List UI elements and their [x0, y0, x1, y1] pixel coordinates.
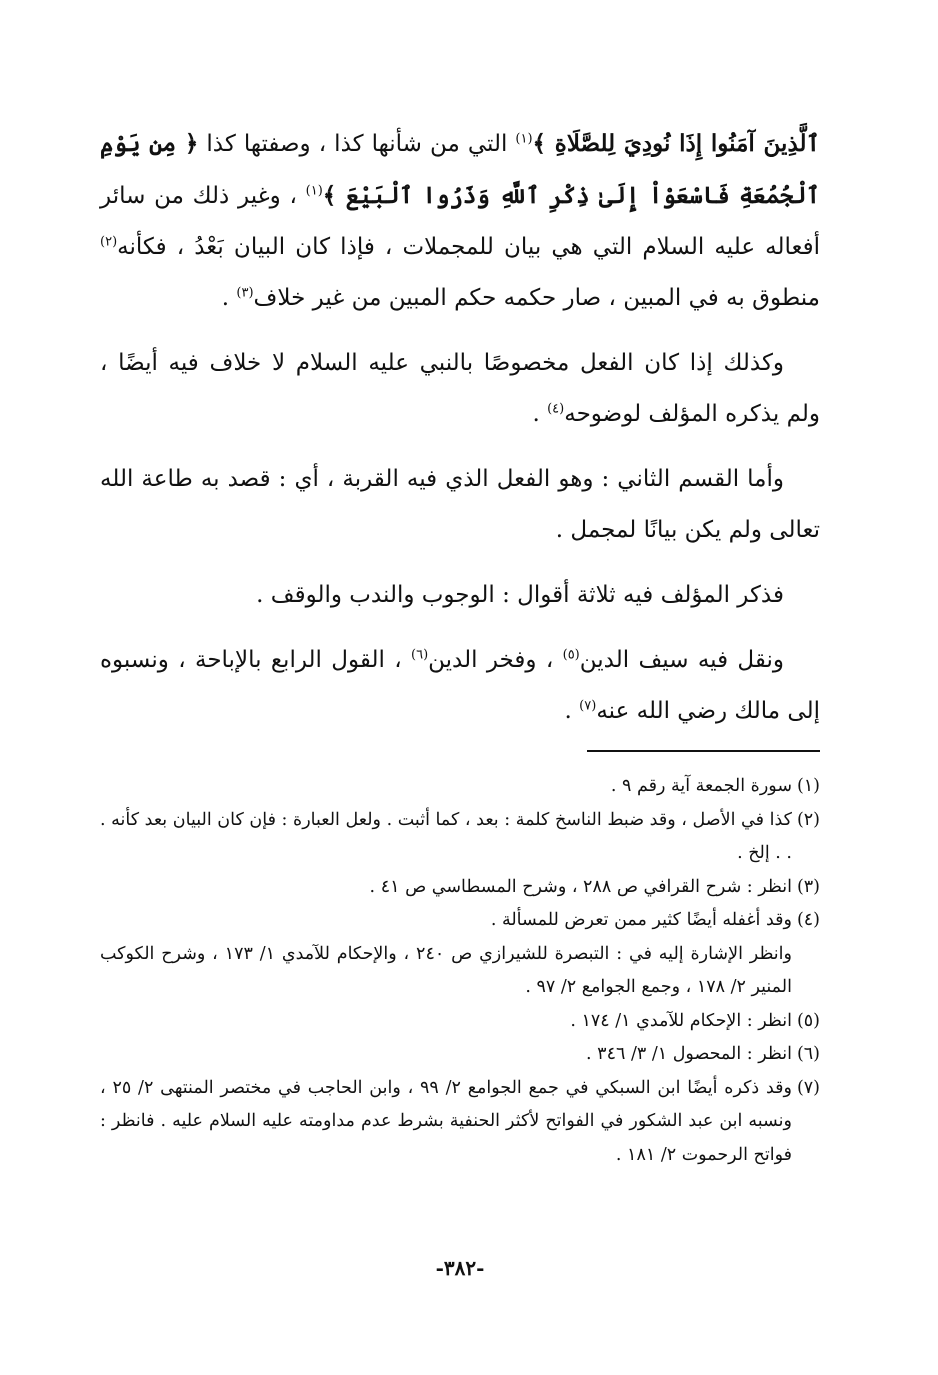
- footnote-text: انظر : الإحكام للآمدي ١/ ١٧٤ .: [570, 1010, 792, 1031]
- footnote: [100, 804, 820, 871]
- footnote: [100, 1005, 820, 1039]
- paragraph-3: وأما القسم الثاني : وهو الفعل الذي فيه القربة ، أي : قصد به طاعة الله تعالى ولم يكن بيانًا لمجمل .: [100, 466, 820, 543]
- footnote-ref: (١): [515, 131, 533, 147]
- footnote-number: (٥): [796, 1010, 820, 1031]
- paragraph-text: منطوق به في المبين ، صار حكمه حكم المبين من غير خلاف: [253, 285, 820, 311]
- footnote-ref: (٧): [579, 698, 597, 714]
- footnote: [100, 1072, 820, 1173]
- footnote: [100, 904, 820, 938]
- footnote-ref: (٤): [547, 401, 565, 417]
- paragraph-text: ونقل فيه سيف الدين: [579, 647, 784, 673]
- paragraph-1: [100, 118, 820, 324]
- main-text: [100, 118, 820, 737]
- paragraph-5: [100, 635, 820, 737]
- footnote-ref: (٣): [236, 285, 254, 301]
- footnote: [100, 871, 820, 905]
- footnote-separator: [587, 750, 820, 752]
- footnote-ref: (٥): [562, 647, 580, 663]
- footnote-number: (١): [796, 776, 820, 796]
- paragraph-text: ، وفخر الدين: [428, 647, 563, 673]
- book-page: [100, 118, 820, 1298]
- paragraph-4: فذكر المؤلف فيه ثلاثة أقوال : الوجوب والندب والوقف .: [256, 582, 784, 608]
- footnote: [100, 770, 820, 804]
- quran-verse: ٱلَّذِينَ آمَنُوا إِذَا نُودِيَ لِلصَّلَاةِ ﴾: [532, 130, 821, 157]
- paragraph-text: .: [221, 285, 237, 311]
- footnote-text: وقد ذكره أيضًا ابن السبكي في جمع الجوامع ٢/ ٩٩ ، وابن الحاجب في مختصر المنتهى ٢/ ٢٥ ، ونسبه ابن عبد الشكور في الفواتح لأكثر الحنفية بشرط عدم مداومته عليه السلام عليه . فانظر : فواتح الرحموت ٢/ ١٨١ .: [100, 1077, 792, 1165]
- paragraph-text: .: [532, 401, 548, 427]
- footnote-number: (٢): [796, 809, 820, 830]
- footnotes: [100, 770, 820, 1172]
- footnote-number: (٣): [796, 876, 820, 897]
- page-number: -٣٨٢-: [435, 1256, 485, 1280]
- footnote-ref: (٢): [100, 234, 118, 250]
- quran-verse: ﴿ مِن يَوْمِ ٱلْجُمُعَةِ فَاسْعَوْاْ إِلَىٰ ذِكْرِ ٱللَّهِ وَذَرُوا ٱلْبَيْعَ ﴾: [100, 130, 820, 209]
- footnote-number: (٧): [796, 1077, 820, 1098]
- paragraph-text: ، القول الرابع بالإباحة ، ونسبوه إلى مالك رضي الله عنه: [100, 647, 820, 724]
- footnote-text: سورة الجمعة آية رقم ٩ .: [610, 776, 792, 796]
- footnote-ref: (٦): [411, 647, 429, 663]
- paragraph-text: وكذلك إذا كان الفعل مخصوصًا بالنبي عليه السلام لا خلاف فيه أيضًا ، ولم يذكره المؤلف لوضوحه: [100, 350, 820, 427]
- footnote-number: (٤): [796, 910, 820, 930]
- paragraph-text: .: [564, 698, 580, 724]
- footnote-text: انظر : المحصول ١/ ٣/ ٣٤٦ .: [586, 1044, 792, 1064]
- footnote-text: وقد أغفله أيضًا كثير ممن تعرض للمسألة .: [490, 910, 792, 930]
- footnote-continuation: وانظر الإشارة إليه في : التبصرة للشيرازي ص ٢٤٠ ، والإحكام للآمدي ١/ ١٧٣ ، وشرح الكوكب المنير ٢/ ١٧٨ ، وجمع الجوامع ٢/ ٩٧ .: [100, 943, 792, 997]
- paragraph-text: التي من شأنها كذا ، وصفتها كذا: [198, 131, 516, 157]
- footnote-number: (٦): [796, 1044, 820, 1064]
- paragraph-text: ، وغير ذلك من سائر أفعاله عليه السلام التي هي بيان للمجملات ، فإذا كان البيان بَعْدُ ، فكأنه: [100, 183, 820, 260]
- paragraph-2: [100, 338, 820, 440]
- footnote: [100, 1038, 820, 1072]
- footnote-text: انظر : شرح القرافي ص ٢٨٨ ، وشرح المسطاسي ص ٤١ .: [369, 876, 792, 897]
- footnote-text: كذا في الأصل ، وقد ضبط الناسخ كلمة : بعد ، كما أثبت . ولعل العبارة : فإن كان البيان بعد كأنه . . . إلخ .: [100, 809, 792, 863]
- footnote-ref: (١): [305, 183, 323, 199]
